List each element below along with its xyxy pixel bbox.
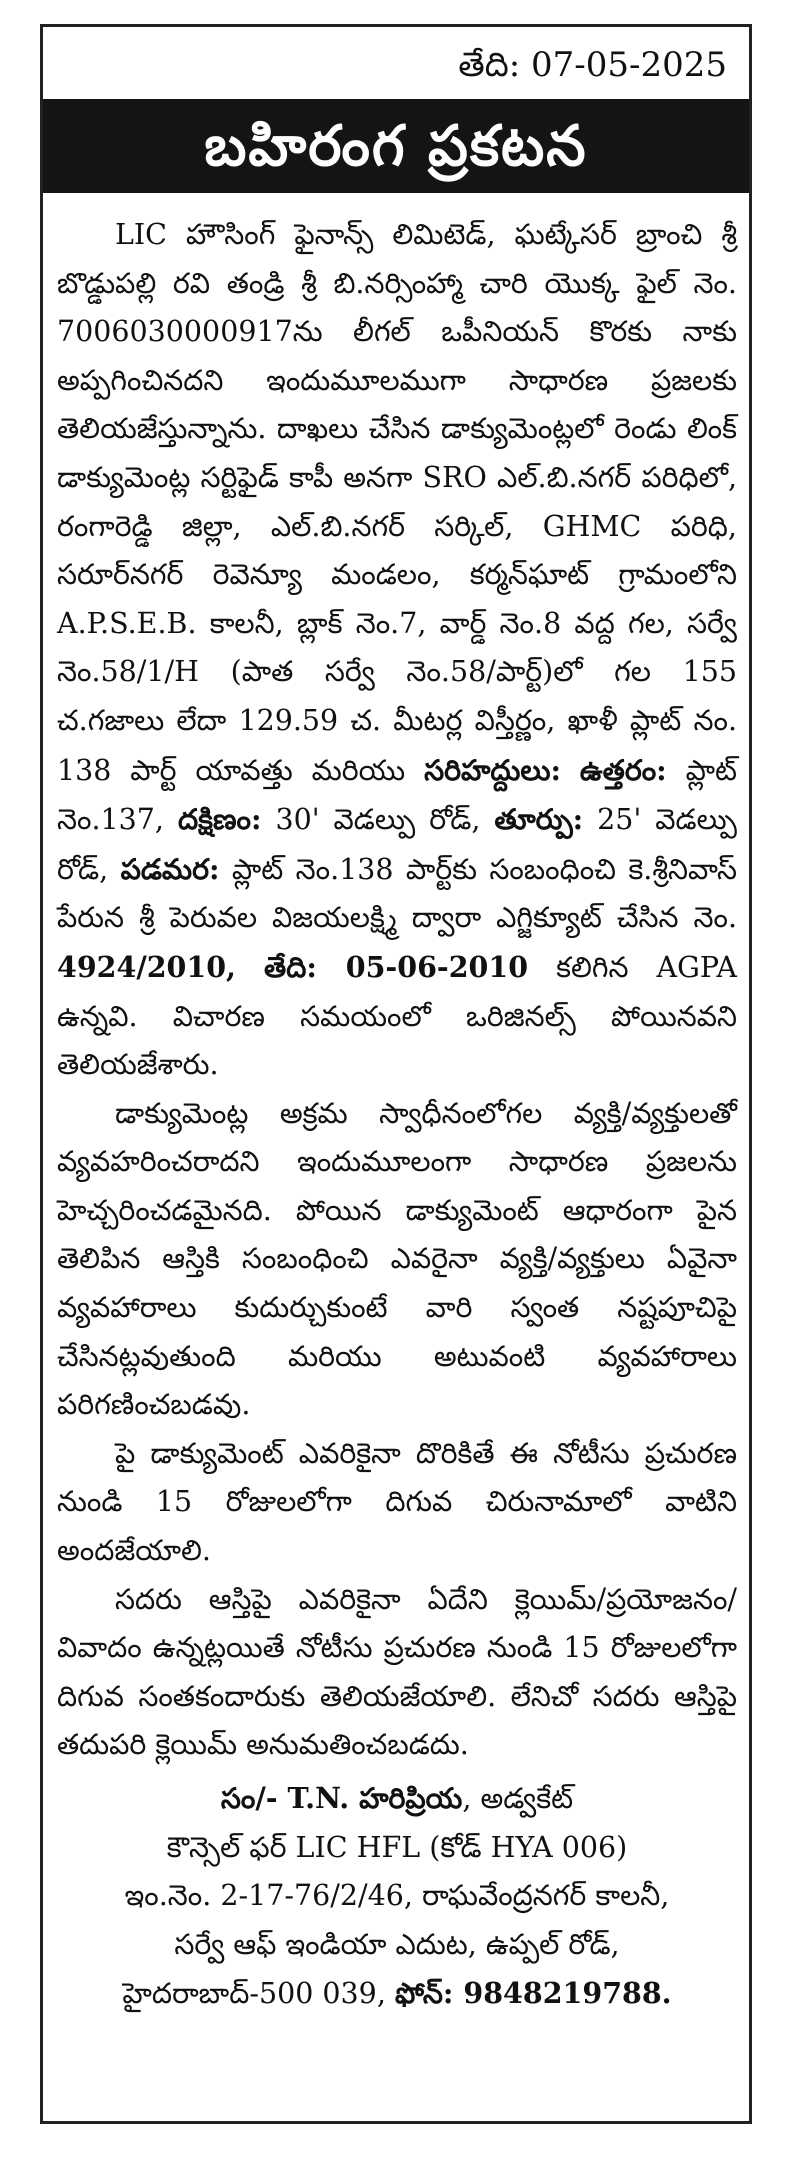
body-text: ప్లాట్ నెం.138 పార్ట్‌కు సంబంధించి కె.శ్రీనివాస్ పేరున శ్రీ పెరువల విజయలక్ష్మి ద్వారా ఎగ్జిక్యూట్ చేసిన నెం. <box>57 852 737 935</box>
body-text: LIC హౌసింగ్ ఫైనాన్స్ లిమిటెడ్, ఘట్కేసర్ బ్రాంచి శ్రీ బొడ్డుపల్లి రవి తండ్రి శ్రీ బి.నర్సింహ్మా చారి యొక్క ఫైల్ నెం. 7006030000917ను లీగల్ ఒపీనియన్ కొరకు నాకు అప్పగించినదని ఇందుమూలముగా సాధారణ ప్రజలకు తెలియజేస్తున్నాను. దాఖలు చేసిన డాక్యుమెంట్లలో రెండు లింక్ డాక్యుమెంట్ల సర్టిఫైడ్ కాపీ అనగా SRO ఎల్.బి.నగర్ పరిధిలో, రంగారెడ్డి జిల్లా, ఎల్.బి.నగర్ సర్కిల్, GHMC పరిధి, సరూర్‌నగర్ రెవెన్యూ మండలం, కర్మన్‌ఘాట్ గ్రామంలోని A.P.S.E.B. కాలనీ, బ్లాక్ నెం.7, వార్డ్ నెం.8 వద్ద గల, సర్వే నెం.58/1/H (పాత సర్వే నెం.58/పార్ట్)లో గల 155 చ.గజాలు లేదా 129.59 చ. మీటర్ల విస్తీర్ణం, ఖాళీ ప్లాట్ నం. 138 పార్ట్ యావత్తు మరియు <box>57 218 737 787</box>
bold-keyword: తేది: 05-06-2010 <box>264 949 529 984</box>
notice-date: తేది: 07-05-2025 <box>458 45 727 85</box>
paragraph-property-details <box>57 211 737 1090</box>
body-text: 25' వెడల్పు రోడ్, <box>57 803 737 886</box>
phone-label: ఫోన్: <box>394 1976 454 2011</box>
address-line-1: ఇం.నెం. 2-17-76/2/46, రాఘవేంద్రనగర్ కాలనీ, <box>124 1879 670 1913</box>
paragraph-document-return <box>57 1430 737 1576</box>
notice-title: బహిరంగ ప్రకటన <box>43 99 749 193</box>
counsel-line: కౌన్సెల్ ఫర్ LIC HFL (కోడ్ HYA 006) <box>166 1830 628 1864</box>
body-text: కలిగిన AGPA ఉన్నవి. విచారణ సమయంలో ఒరిజినల్స్ పోయినవని తెలియజేశారు. <box>57 950 737 1082</box>
phone-number: 9848219788. <box>453 1976 672 2011</box>
body-text <box>236 951 264 984</box>
signatory-line <box>57 1774 737 1824</box>
body-text <box>561 754 580 787</box>
paragraph-warning <box>57 1090 737 1430</box>
signatory-name: సం/- T.N. హరిప్రియ <box>220 1781 463 1815</box>
bold-keyword: తూర్పు: <box>494 802 584 837</box>
signatory-designation: , అడ్వకేట్ <box>462 1782 574 1815</box>
bold-keyword: సరిహద్దులు: <box>424 752 561 787</box>
bold-keyword: దక్షిణం: <box>177 802 262 837</box>
bold-keyword: ఉత్తరం: <box>579 752 667 787</box>
signature-block <box>57 1774 737 2019</box>
city: హైదరాబాద్-500 039, <box>122 1977 395 2011</box>
bold-keyword: పడమర: <box>120 851 220 886</box>
body-text: ప్లాట్ నెం.137, <box>57 753 737 837</box>
notice-body <box>43 193 749 2019</box>
bold-keyword: 4924/2010, <box>57 949 236 984</box>
body-text: పై డాక్యుమెంట్ ఎవరికైనా దొరికితే ఈ నోటీసు ప్రచురణ నుండి 15 రోజులలోగా దిగువ చిరునామాలో వాటిని అందజేయాలి. <box>57 1436 737 1568</box>
paragraph-claims <box>57 1576 737 1770</box>
city-phone-line <box>57 1969 737 2019</box>
address-line-2: సర్వే ఆఫ్ ఇండియా ఎదుట, ఉప్పల్ రోడ్, <box>174 1927 620 1961</box>
body-text: డాక్యుమెంట్ల అక్రమ స్వాధీనంలోగల వ్యక్తి/వ్యక్తులతో వ్యవహరించరాదని ఇందుమూలంగా సాధారణ ప్రజలను హెచ్చరించడమైనది. పోయిన డాక్యుమెంట్ ఆధారంగా పైన తెలిపిన ఆస్తికి సంబంధించి ఎవరైనా వ్యక్తి/వ్యక్తులు ఏవైనా వ్యవహారాలు కుదుర్చుకుంటే వారి స్వంత నష్టపూచిపై చేసినట్లవుతుంది మరియు అటువంటి వ్యవహారాలు పరిగణించబడవు. <box>57 1096 737 1422</box>
body-text: సదరు ఆస్తిపై ఎవరికైనా ఏదేని క్లెయిమ్/ప్రయోజనం/వివాదం ఉన్నట్లయితే నోటీసు ప్రచురణ నుండి 15 రోజులలోగా దిగువ సంతకందారుకు తెలియజేయాలి. లేనిచో సదరు ఆస్తిపై తదుపరి క్లెయిమ్ అనుమతించబడదు. <box>57 1582 737 1762</box>
public-notice <box>40 24 752 2124</box>
body-text: 30' వెడల్పు రోడ్, <box>261 803 495 837</box>
